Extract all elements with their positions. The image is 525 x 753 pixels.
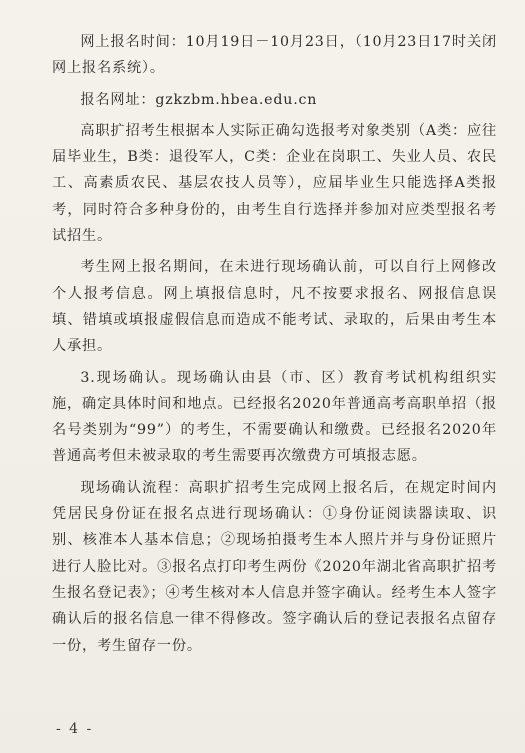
- confirmation-process-paragraph: 现场确认流程：高职扩招考生完成网上报名后，在规定时间内凭居民身份证在报名点进行现场确认：①身份证阅读器读取、识别、核准本人基本信息；②现场拍摄考生本人照片并与身份证照片进行人脸比对。③报名点打印考生两份《2020年湖北省高职扩招考生报名登记表》；④考生核对本人信息并签字确认。经考生本人签字确认后的报名信息一律不得修改。签字确认后的登记表报名点留存一份，考生留存一份。: [52, 479, 497, 654]
- online-modification-paragraph: 考生网上报名期间，在未进行现场确认前，可以自行上网修改个人报考信息。网上填报信息时，凡不按要求报名、网报信息误填、错填或填报虚假信息而造成不能考试、录取的，后果由考生本人承担。: [52, 259, 497, 355]
- registration-time-paragraph: 网上报名时间：10月19日－10月23日，（10月23日17时关闭网上报名系统）。: [52, 34, 497, 77]
- applicant-category-paragraph: 高职扩招考生根据本人实际正确勾选报考对象类别（A类：应往届毕业生，B类：退役军人，C类：企业在岗职工、失业人员、农民工、高素质农民、基层农技人员等），应届毕业生只能选择A类报考，同时符合多种身份的，由考生自行选择并参加对应类型报名考试招生。: [52, 122, 497, 245]
- page-number: - 4 -: [56, 721, 94, 737]
- onsite-confirmation-paragraph: 3.现场确认。现场确认由县（市、区）教育考试机构组织实施，确定具体时间和地点。已经报名2020年普通高考高职单招（报名号类别为“99”）的考生，不需要确认和缴费。已经报名2020年普通高考但未被录取的考生需要再次缴费方可填报志愿。: [52, 369, 497, 465]
- document-body: [52, 29, 497, 659]
- registration-url-paragraph: 报名网址：gzkzbm.hbea.edu.cn: [80, 91, 318, 108]
